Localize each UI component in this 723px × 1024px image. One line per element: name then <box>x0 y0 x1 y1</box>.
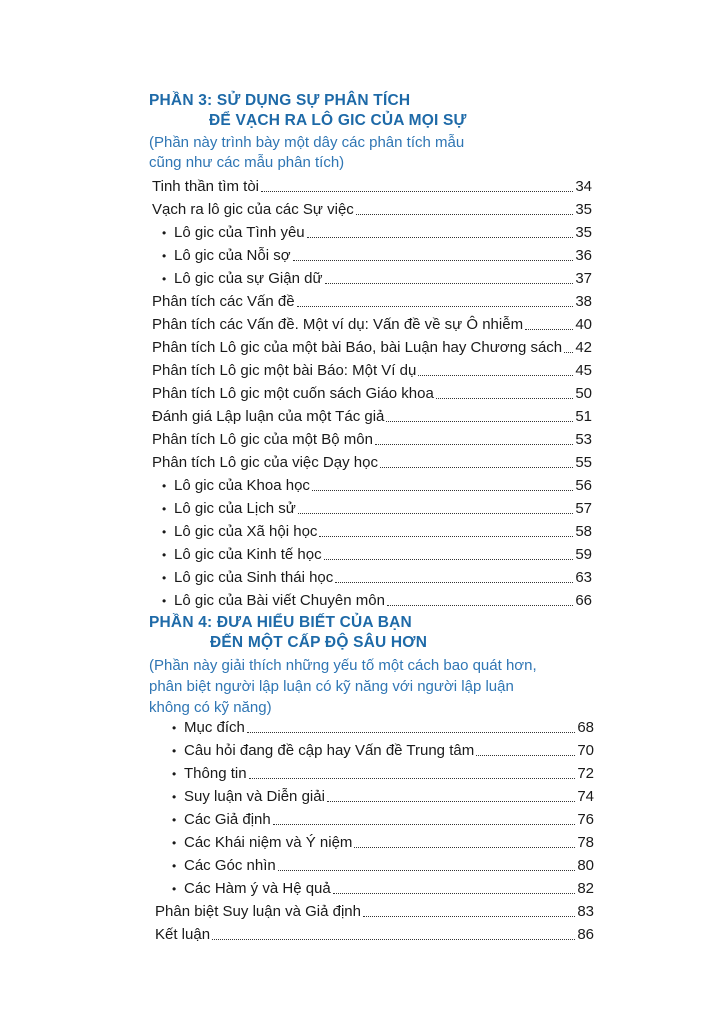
toc-entry[interactable] <box>172 738 594 760</box>
dot-leader <box>356 214 574 215</box>
dot-leader <box>436 398 573 399</box>
bullet-icon: • <box>172 836 177 850</box>
toc-entry-page: 37 <box>575 270 592 287</box>
dot-leader <box>324 559 574 560</box>
toc-entry-page: 66 <box>575 592 592 609</box>
toc-entry[interactable] <box>162 473 592 495</box>
toc-entry[interactable] <box>155 922 594 944</box>
toc-entry[interactable] <box>152 174 592 196</box>
toc-entry[interactable] <box>152 312 592 334</box>
toc-entry-label: Lô gic của Lịch sử <box>174 500 296 517</box>
part4-description-line1: (Phần này giải thích những yếu tố một cách bao quát hơn, <box>149 657 537 674</box>
dot-leader <box>293 260 574 261</box>
toc-entry[interactable] <box>152 404 592 426</box>
bullet-icon: • <box>162 594 167 608</box>
toc-entry-label: Vạch ra lô gic của các Sự việc <box>152 201 354 218</box>
toc-entry[interactable] <box>162 243 592 265</box>
part3-description-line1: (Phần này trình bày một dây các phân tích mẫu <box>149 134 465 151</box>
bullet-icon: • <box>172 882 177 896</box>
toc-entry-label: Lô gic của Tình yêu <box>174 224 305 241</box>
toc-entry-page: 86 <box>577 926 594 943</box>
bullet-icon: • <box>172 790 177 804</box>
toc-entry-label: Lô gic của Bài viết Chuyên môn <box>174 592 385 609</box>
toc-entry-page: 58 <box>575 523 592 540</box>
toc-entry-page: 78 <box>577 834 594 851</box>
toc-entry[interactable] <box>172 784 594 806</box>
dot-leader <box>380 467 573 468</box>
toc-entry[interactable] <box>152 358 592 380</box>
toc-entry-page: 56 <box>575 477 592 494</box>
bullet-icon: • <box>172 721 177 735</box>
dot-leader <box>564 352 573 353</box>
part4-description-line2: phân biệt người lập luận có kỹ năng với người lập luận <box>149 678 514 695</box>
dot-leader <box>354 847 575 848</box>
toc-entry-label: Phân tích Lô gic của một Bộ môn <box>152 431 373 448</box>
toc-entry[interactable] <box>172 715 594 737</box>
toc-entry-page: 36 <box>575 247 592 264</box>
toc-entry-label: Phân tích Lô gic một bài Báo: Một Ví dụ <box>152 362 417 379</box>
toc-entry-label: Các Giả định <box>184 811 271 828</box>
toc-entry-label: Lô gic của Sinh thái học <box>174 569 334 586</box>
toc-entry[interactable] <box>152 335 592 357</box>
toc-entry-label: Các Góc nhìn <box>184 857 276 874</box>
toc-entry-label: Đánh giá Lập luận của một Tác giả <box>152 408 385 425</box>
toc-entry-label: Lô gic của Xã hội học <box>174 523 318 540</box>
toc-entry-page: 34 <box>575 178 592 195</box>
toc-entry[interactable] <box>162 542 592 564</box>
dot-leader <box>525 329 573 330</box>
toc-entry[interactable] <box>162 565 592 587</box>
toc-entry-page: 42 <box>575 339 592 356</box>
bullet-icon: • <box>162 226 167 240</box>
toc-entry-page: 53 <box>575 431 592 448</box>
bullet-icon: • <box>162 502 167 516</box>
toc-entry-label: Thông tin <box>184 765 247 782</box>
toc-entry-label: Các Khái niệm và Ý niệm <box>184 834 353 851</box>
part4-title-line1: PHẦN 4: ĐƯA HIỂU BIẾT CỦA BẠN <box>149 614 412 631</box>
toc-entry-label: Lô gic của Khoa học <box>174 477 310 494</box>
dot-leader <box>387 605 573 606</box>
part3-title-line1: PHẦN 3: SỬ DỤNG SỰ PHÂN TÍCH <box>149 92 411 109</box>
dot-leader <box>333 893 576 894</box>
toc-entry-page: 35 <box>575 201 592 218</box>
toc-entry-page: 38 <box>575 293 592 310</box>
toc-entry-label: Phân tích các Vấn đề <box>152 293 295 310</box>
toc-entry-page: 72 <box>577 765 594 782</box>
bullet-icon: • <box>162 571 167 585</box>
toc-entry-page: 80 <box>577 857 594 874</box>
toc-entry[interactable] <box>152 197 592 219</box>
toc-entry-page: 82 <box>577 880 594 897</box>
toc-entry-label: Phân tích Lô gic của một bài Báo, bài Luận hay Chương sách <box>152 339 563 356</box>
part3-description-line2: cũng như các mẫu phân tích) <box>149 154 345 171</box>
toc-entry-page: 50 <box>575 385 592 402</box>
toc-entry[interactable] <box>155 899 594 921</box>
toc-entry-label: Tinh thần tìm tòi <box>152 178 259 195</box>
dot-leader <box>247 732 575 733</box>
dot-leader <box>476 755 575 756</box>
toc-entry-label: Phân tích Lô gic một cuốn sách Giáo khoa <box>152 385 434 402</box>
dot-leader <box>212 939 575 940</box>
toc-entry[interactable] <box>172 853 594 875</box>
toc-entry-label: Suy luận và Diễn giải <box>184 788 325 805</box>
toc-entry-label: Phân tích các Vấn đề. Một ví dụ: Vấn đề về sự Ô nhiễm <box>152 316 524 333</box>
dot-leader <box>418 375 573 376</box>
dot-leader <box>363 916 575 917</box>
toc-entry-page: 63 <box>575 569 592 586</box>
toc-entry[interactable] <box>152 289 592 311</box>
toc-entry-page: 45 <box>575 362 592 379</box>
part4-description-line3: không có kỹ năng) <box>149 699 272 716</box>
toc-entry[interactable] <box>152 427 592 449</box>
toc-entry[interactable] <box>172 876 594 898</box>
toc-entry-label: Câu hỏi đang đề cập hay Vấn đề Trung tâm <box>184 742 475 759</box>
toc-entry-label: Phân biệt Suy luận và Giả định <box>155 903 361 920</box>
bullet-icon: • <box>162 479 167 493</box>
toc-entry[interactable] <box>172 761 594 783</box>
toc-entry-label: Kết luận <box>155 926 211 943</box>
dot-leader <box>249 778 576 779</box>
dot-leader <box>325 283 574 284</box>
toc-entry[interactable] <box>152 381 592 403</box>
bullet-icon: • <box>172 744 177 758</box>
toc-entry-page: 59 <box>575 546 592 563</box>
toc-entry-label: Phân tích Lô gic của việc Dạy học <box>152 454 378 471</box>
toc-entry[interactable] <box>172 830 594 852</box>
dot-leader <box>312 490 573 491</box>
toc-entry-page: 83 <box>577 903 594 920</box>
bullet-icon: • <box>172 813 177 827</box>
bullet-icon: • <box>162 548 167 562</box>
part4-title-line2: ĐẾN MỘT CẤP ĐỘ SÂU HƠN <box>210 634 428 651</box>
toc-entry[interactable] <box>162 588 592 610</box>
bullet-icon: • <box>162 272 167 286</box>
dot-leader <box>386 421 573 422</box>
toc-entry[interactable] <box>162 496 592 518</box>
bullet-icon: • <box>172 767 177 781</box>
toc-entry-label: Các Hàm ý và Hệ quả <box>184 880 331 897</box>
toc-entry-label: Lô gic của Kinh tế học <box>174 546 322 563</box>
part3-title-line2: ĐỂ VẠCH RA LÔ GIC CỦA MỌI SỰ <box>209 112 467 129</box>
toc-entry[interactable] <box>172 807 594 829</box>
toc-entry-page: 74 <box>577 788 594 805</box>
toc-entry-label: Lô gic của Nỗi sợ <box>174 247 291 264</box>
toc-entry-page: 40 <box>575 316 592 333</box>
dot-leader <box>298 513 574 514</box>
toc-entry-page: 51 <box>575 408 592 425</box>
toc-entry-page: 35 <box>575 224 592 241</box>
toc-entry[interactable] <box>152 450 592 472</box>
toc-entry-page: 57 <box>575 500 592 517</box>
dot-leader <box>307 237 574 238</box>
bullet-icon: • <box>162 249 167 263</box>
dot-leader <box>297 306 574 307</box>
dot-leader <box>261 191 573 192</box>
toc-entry-label: Mục đích <box>184 719 245 736</box>
bullet-icon: • <box>172 859 177 873</box>
toc-entry[interactable] <box>162 266 592 288</box>
dot-leader <box>327 801 575 802</box>
toc-entry-page: 55 <box>575 454 592 471</box>
toc-entry-page: 70 <box>577 742 594 759</box>
dot-leader <box>375 444 573 445</box>
toc-entry-page: 76 <box>577 811 594 828</box>
toc-entry[interactable] <box>162 220 592 242</box>
dot-leader <box>278 870 576 871</box>
dot-leader <box>319 536 573 537</box>
toc-entry-label: Lô gic của sự Giận dữ <box>174 270 323 287</box>
dot-leader <box>335 582 573 583</box>
bullet-icon: • <box>162 525 167 539</box>
toc-entry[interactable] <box>162 519 592 541</box>
dot-leader <box>273 824 576 825</box>
toc-entry-page: 68 <box>577 719 594 736</box>
